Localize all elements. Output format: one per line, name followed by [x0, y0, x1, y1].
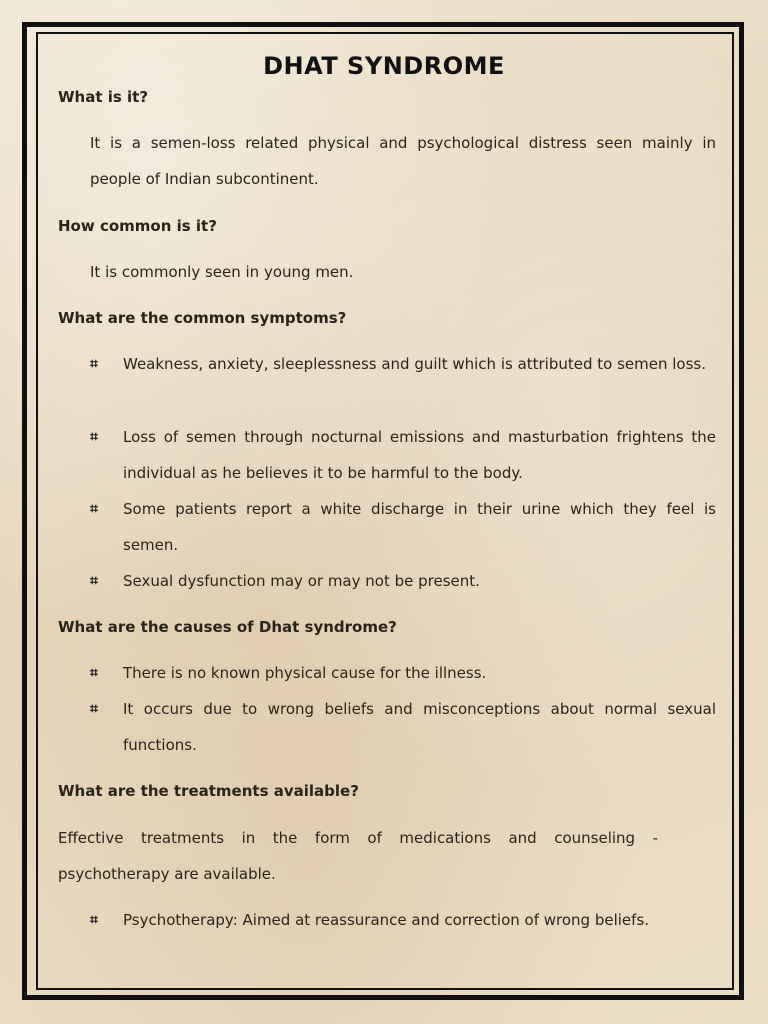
list-item-text: Some patients report a white discharge in their urine which they feel is semen.	[123, 500, 716, 554]
hash-square-icon: ⌗	[90, 356, 98, 372]
section-heading-symptoms: What are the common symptoms?	[58, 309, 347, 327]
hash-square-icon: ⌗	[90, 429, 98, 445]
list-item-text: Loss of semen through nocturnal emissions and masturbation frightens the individual as he believes it to be harmful to the body.	[123, 428, 716, 482]
hash-square-icon: ⌗	[90, 701, 98, 717]
section-heading-treatments: What are the treatments available?	[58, 782, 359, 800]
section-paragraph: Effective treatments in the form of medications and counseling - psychotherapy are available.	[58, 829, 658, 883]
section-paragraph: It is a semen-loss related physical and psychological distress seen mainly in people of Indian subcontinent.	[90, 134, 716, 188]
hash-square-icon: ⌗	[90, 573, 98, 589]
list-item-text: There is no known physical cause for the illness.	[123, 664, 487, 682]
hash-square-icon: ⌗	[90, 665, 98, 681]
list-item-text: Sexual dysfunction may or may not be present.	[123, 572, 480, 590]
section-heading-what-is-it: What is it?	[58, 88, 149, 106]
list-item-text: Psychotherapy: Aimed at reassurance and correction of wrong beliefs.	[123, 911, 650, 929]
list-item-text: Weakness, anxiety, sleeplessness and guilt which is attributed to semen loss.	[123, 355, 707, 373]
section-heading-causes: What are the causes of Dhat syndrome?	[58, 618, 397, 636]
section-heading-how-common: How common is it?	[58, 217, 217, 235]
hash-square-icon: ⌗	[90, 501, 98, 517]
section-paragraph: It is commonly seen in young men.	[90, 263, 354, 281]
list-item-text: It occurs due to wrong beliefs and misconceptions about normal sexual functions.	[123, 700, 716, 754]
document-title: DHAT SYNDROME	[263, 52, 505, 80]
hash-square-icon: ⌗	[90, 912, 98, 928]
